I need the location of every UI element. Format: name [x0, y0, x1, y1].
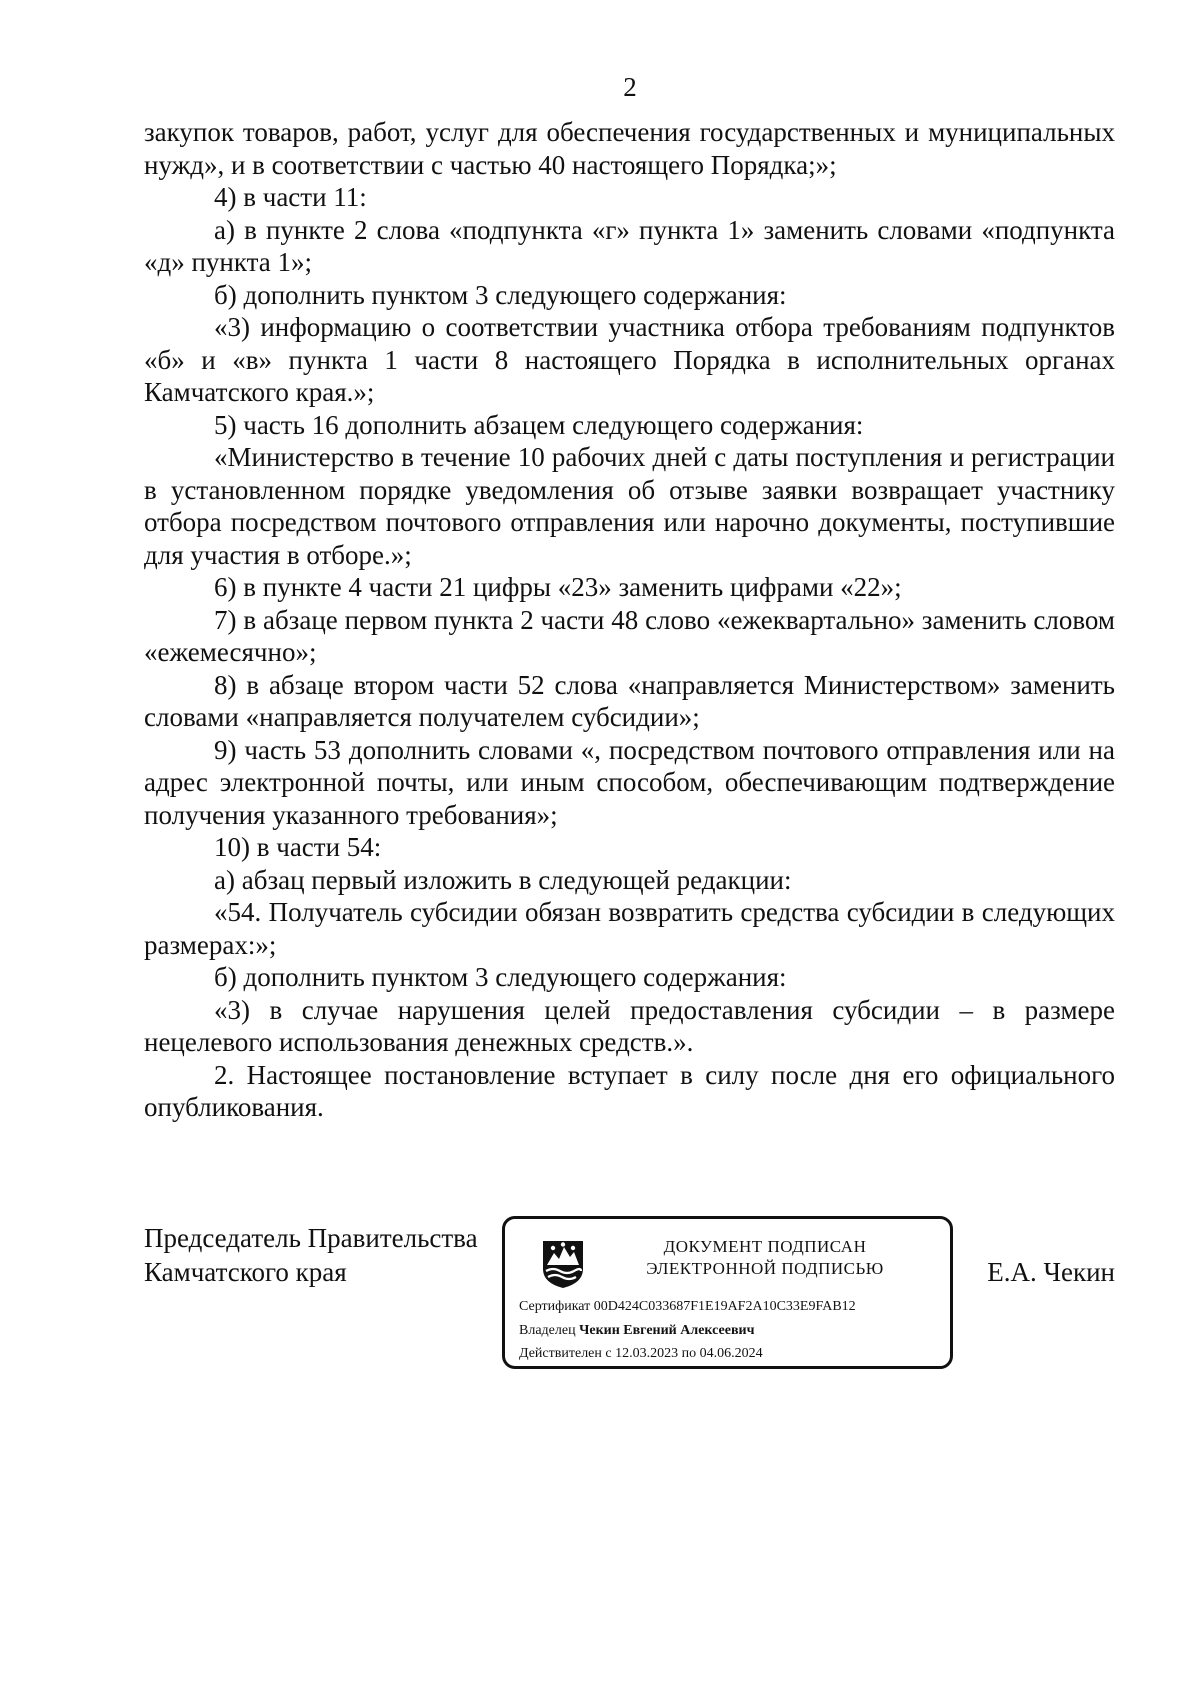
- paragraph: «54. Получатель субсидии обязан возвратить средства субсидии в следующих размерах:»;: [144, 897, 1115, 960]
- paragraph: «3) информацию о соответствии участника отбора требованиям подпунктов «б» и «в» пункта 1 части 8 настоящего Порядка в исполнительных органах Камчатского края.»;: [144, 312, 1115, 407]
- paragraph: 5) часть 16 дополнить абзацем следующего содержания:: [214, 409, 864, 440]
- certificate-label: Сертификат: [519, 1299, 591, 1314]
- stamp-title-line2: ЭЛЕКТРОННОЙ ПОДПИСЬЮ: [646, 1259, 884, 1278]
- paragraph: 6) в пункте 4 части 21 цифры «23» заменить цифрами «22»;: [214, 572, 902, 602]
- signer-name: Е.А. Чекин: [987, 1257, 1115, 1287]
- paragraph: 10) в части 54:: [214, 832, 382, 862]
- valid-to-word: по: [681, 1346, 697, 1361]
- paragraph-continuation: закупок товаров, работ, услуг для обеспечения государственных и муниципальных нужд», и в соответствии с частью 40 настоящего Порядка;»;: [144, 117, 1115, 180]
- stamp-title: [600, 1236, 930, 1280]
- paragraph: б) дополнить пунктом 3 следующего содержания:: [214, 279, 787, 310]
- paragraph: 2. Настоящее постановление вступает в силу после дня его официального опубликования.: [144, 1059, 1115, 1122]
- stamp-title-line1: ДОКУМЕНТ ПОДПИСАН: [663, 1237, 867, 1256]
- certificate-value: 00D424C033687F1E19AF2A10C33E9FAB12: [593, 1299, 856, 1314]
- paragraph: 9) часть 53 дополнить словами «, посредством почтового отправления или на адрес электронной почты, или иным способом, обеспечивающим подтверждение получения указанного требования»;: [144, 734, 1115, 830]
- stamp-owner: [519, 1323, 754, 1339]
- paragraph: б) дополнить пунктом 3 следующего содержания:: [214, 962, 787, 992]
- valid-label: Действителен: [519, 1346, 602, 1361]
- stamp-validity: [519, 1346, 763, 1362]
- paragraph: а) в пункте 2 слова «подпункта «г» пункта 1» заменить словами «подпункта «д» пункта 1»;: [144, 214, 1115, 277]
- signatory-position: [144, 1221, 478, 1289]
- paragraph: «Министерство в течение 10 рабочих дней с даты поступления и регистрации в установленном порядке уведомления об отзыве заявки возвращает участнику отбора посредством почтового отправления или нарочно документы, поступившие для участия в отборе.»;: [144, 442, 1115, 570]
- page-number: 2: [623, 72, 637, 102]
- paragraph: «3) в случае нарушения целей предоставления субсидии – в размере нецелевого использования денежных средств.».: [144, 994, 1115, 1057]
- valid-to-date: 04.06.2024: [699, 1346, 763, 1361]
- paragraph: 8) в абзаце втором части 52 слова «направляется Министерством» заменить словами «направляется получателем субсидии»;: [144, 669, 1115, 732]
- signatory-position-line2: Камчатского края: [144, 1257, 347, 1287]
- paragraph: 7) в абзаце первом пункта 2 части 48 слово «ежеквартально» заменить словом «ежемесячно»;: [144, 604, 1115, 667]
- paragraph: а) абзац первый изложить в следующей редакции:: [214, 864, 792, 895]
- stamp-certificate: [519, 1299, 856, 1315]
- valid-from-word: с: [605, 1346, 612, 1361]
- paragraph: 4) в части 11:: [214, 182, 367, 212]
- signatory-position-line1: Председатель Правительства: [144, 1223, 478, 1253]
- document-body: [144, 116, 1115, 1124]
- owner-label: Владелец: [519, 1323, 576, 1338]
- owner-value: Чекин Евгений Алексеевич: [579, 1323, 755, 1338]
- electronic-signature-stamp: [502, 1216, 953, 1369]
- kamchatka-coat-of-arms-icon: [541, 1239, 585, 1289]
- valid-from-date: 12.03.2023: [615, 1346, 679, 1361]
